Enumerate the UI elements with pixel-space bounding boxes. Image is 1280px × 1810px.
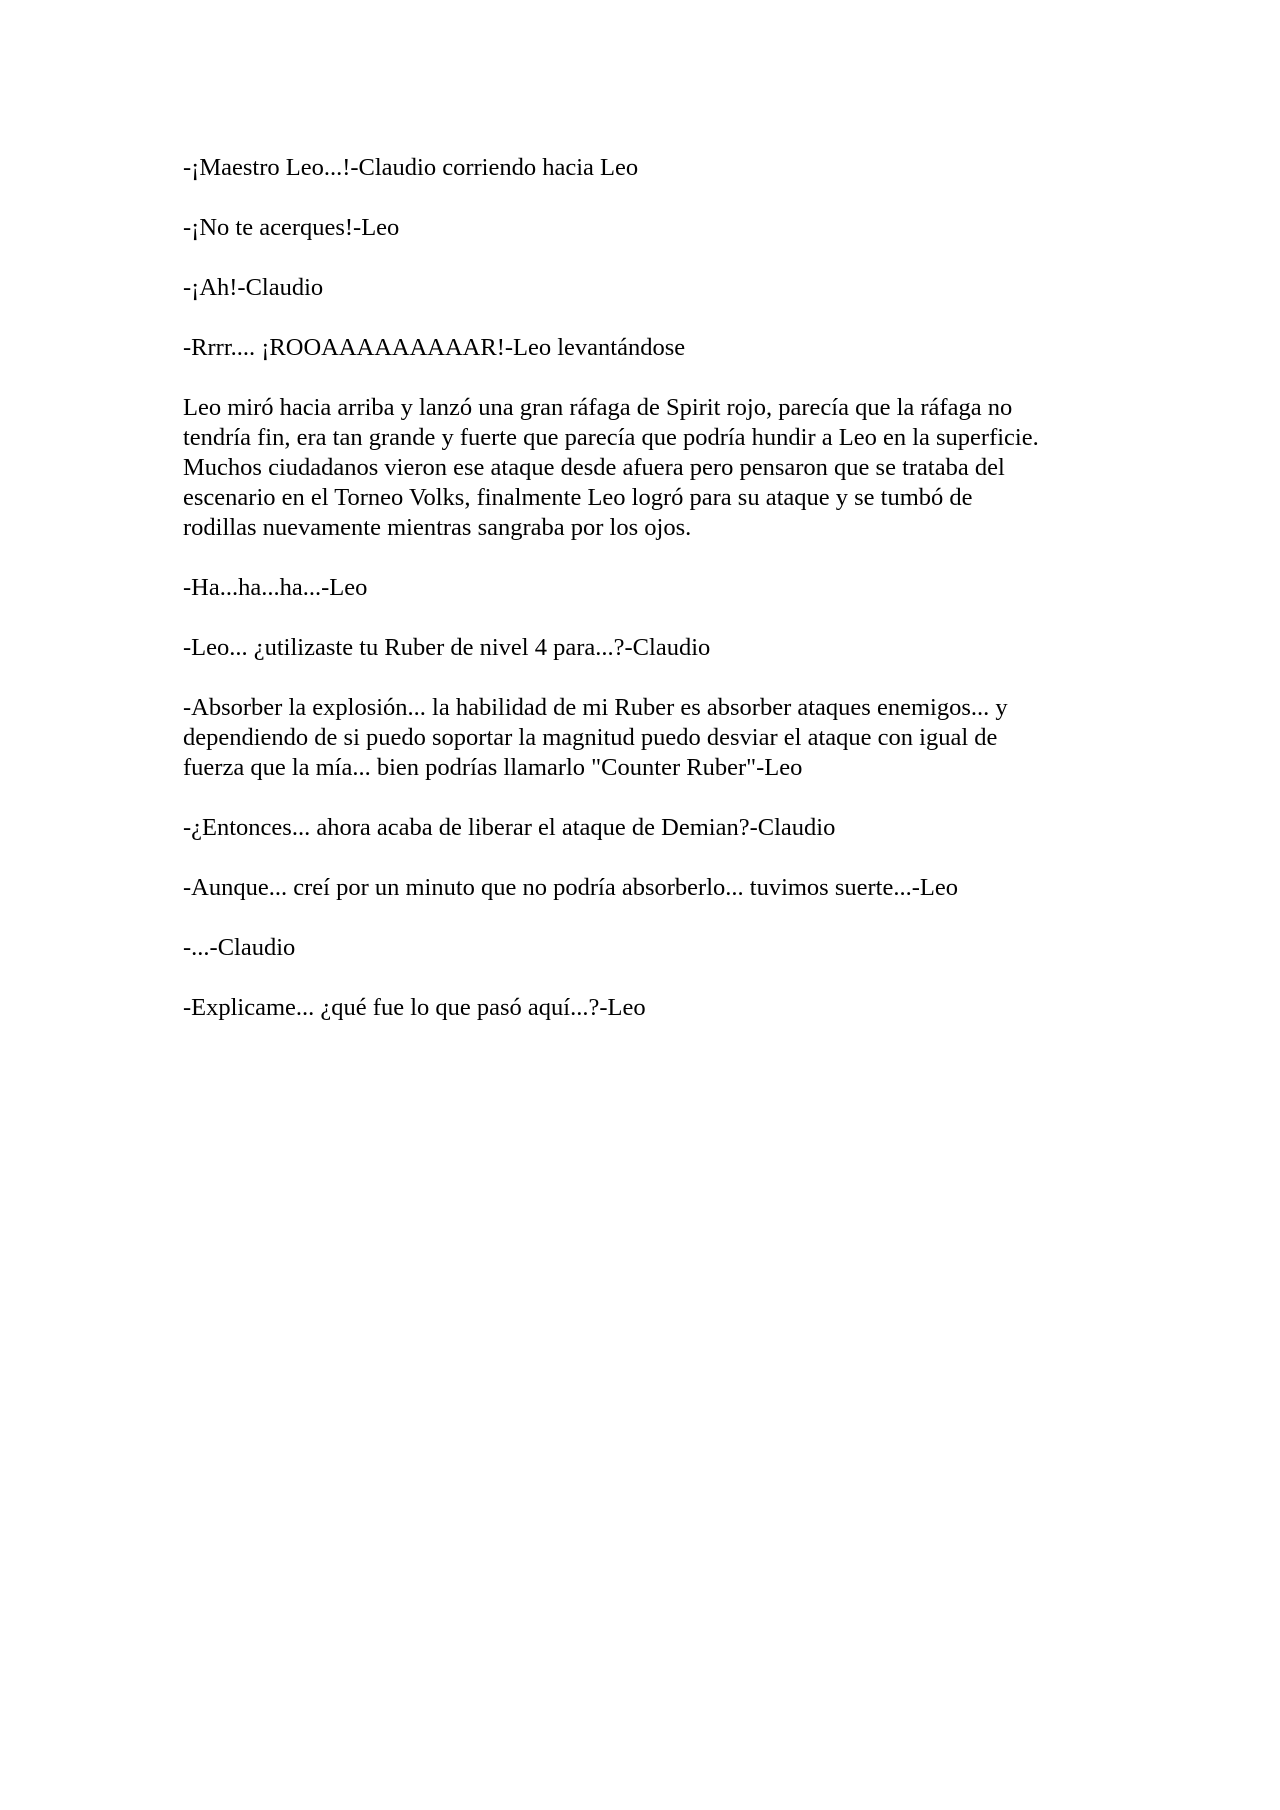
text-line: -¡No te acerques!-Leo	[183, 214, 400, 241]
paragraph-4	[183, 333, 1093, 363]
text-line: escenario en el Torneo Volks, finalmente Leo logró para su ataque y se tumbó de	[183, 484, 973, 511]
document-body	[183, 153, 1093, 1053]
paragraph-10	[183, 873, 1093, 903]
text-line: -¡Ah!-Claudio	[183, 274, 324, 301]
paragraph-12	[183, 993, 1093, 1023]
text-line: -Leo... ¿utilizaste tu Ruber de nivel 4 para...?-Claudio	[183, 634, 711, 661]
text-line: Leo miró hacia arriba y lanzó una gran ráfaga de Spirit rojo, parecía que la ráfaga no	[183, 394, 1013, 421]
paragraph-7	[183, 633, 1093, 663]
text-line: dependiendo de si puedo soportar la magnitud puedo desviar el ataque con igual de	[183, 724, 998, 751]
text-line: tendría fin, era tan grande y fuerte que parecía que podría hundir a Leo en la superficie.	[183, 424, 1039, 451]
paragraph-1	[183, 153, 1093, 183]
text-line: -Rrrr.... ¡ROOAAAAAAAAAR!-Leo levantándose	[183, 334, 686, 361]
paragraph-3	[183, 273, 1093, 303]
paragraph-8	[183, 693, 1093, 783]
text-line: -¿Entonces... ahora acaba de liberar el ataque de Demian?-Claudio	[183, 814, 836, 841]
paragraph-5	[183, 393, 1093, 543]
paragraph-11	[183, 933, 1093, 963]
text-line: -Absorber la explosión... la habilidad de mi Ruber es absorber ataques enemigos... y	[183, 694, 1008, 721]
text-line: -¡Maestro Leo...!-Claudio corriendo hacia Leo	[183, 154, 639, 181]
text-line: -Explicame... ¿qué fue lo que pasó aquí...?-Leo	[183, 994, 646, 1021]
text-line: Muchos ciudadanos vieron ese ataque desde afuera pero pensaron que se trataba del	[183, 454, 1005, 481]
text-line: -...-Claudio	[183, 934, 296, 961]
text-line: rodillas nuevamente mientras sangraba por los ojos.	[183, 514, 692, 541]
paragraph-2	[183, 213, 1093, 243]
text-line: -Aunque... creí por un minuto que no podría absorberlo... tuvimos suerte...-Leo	[183, 874, 958, 901]
paragraph-6	[183, 573, 1093, 603]
text-line: fuerza que la mía... bien podrías llamarlo "Counter Ruber"-Leo	[183, 754, 803, 781]
text-line: -Ha...ha...ha...-Leo	[183, 574, 368, 601]
paragraph-9	[183, 813, 1093, 843]
